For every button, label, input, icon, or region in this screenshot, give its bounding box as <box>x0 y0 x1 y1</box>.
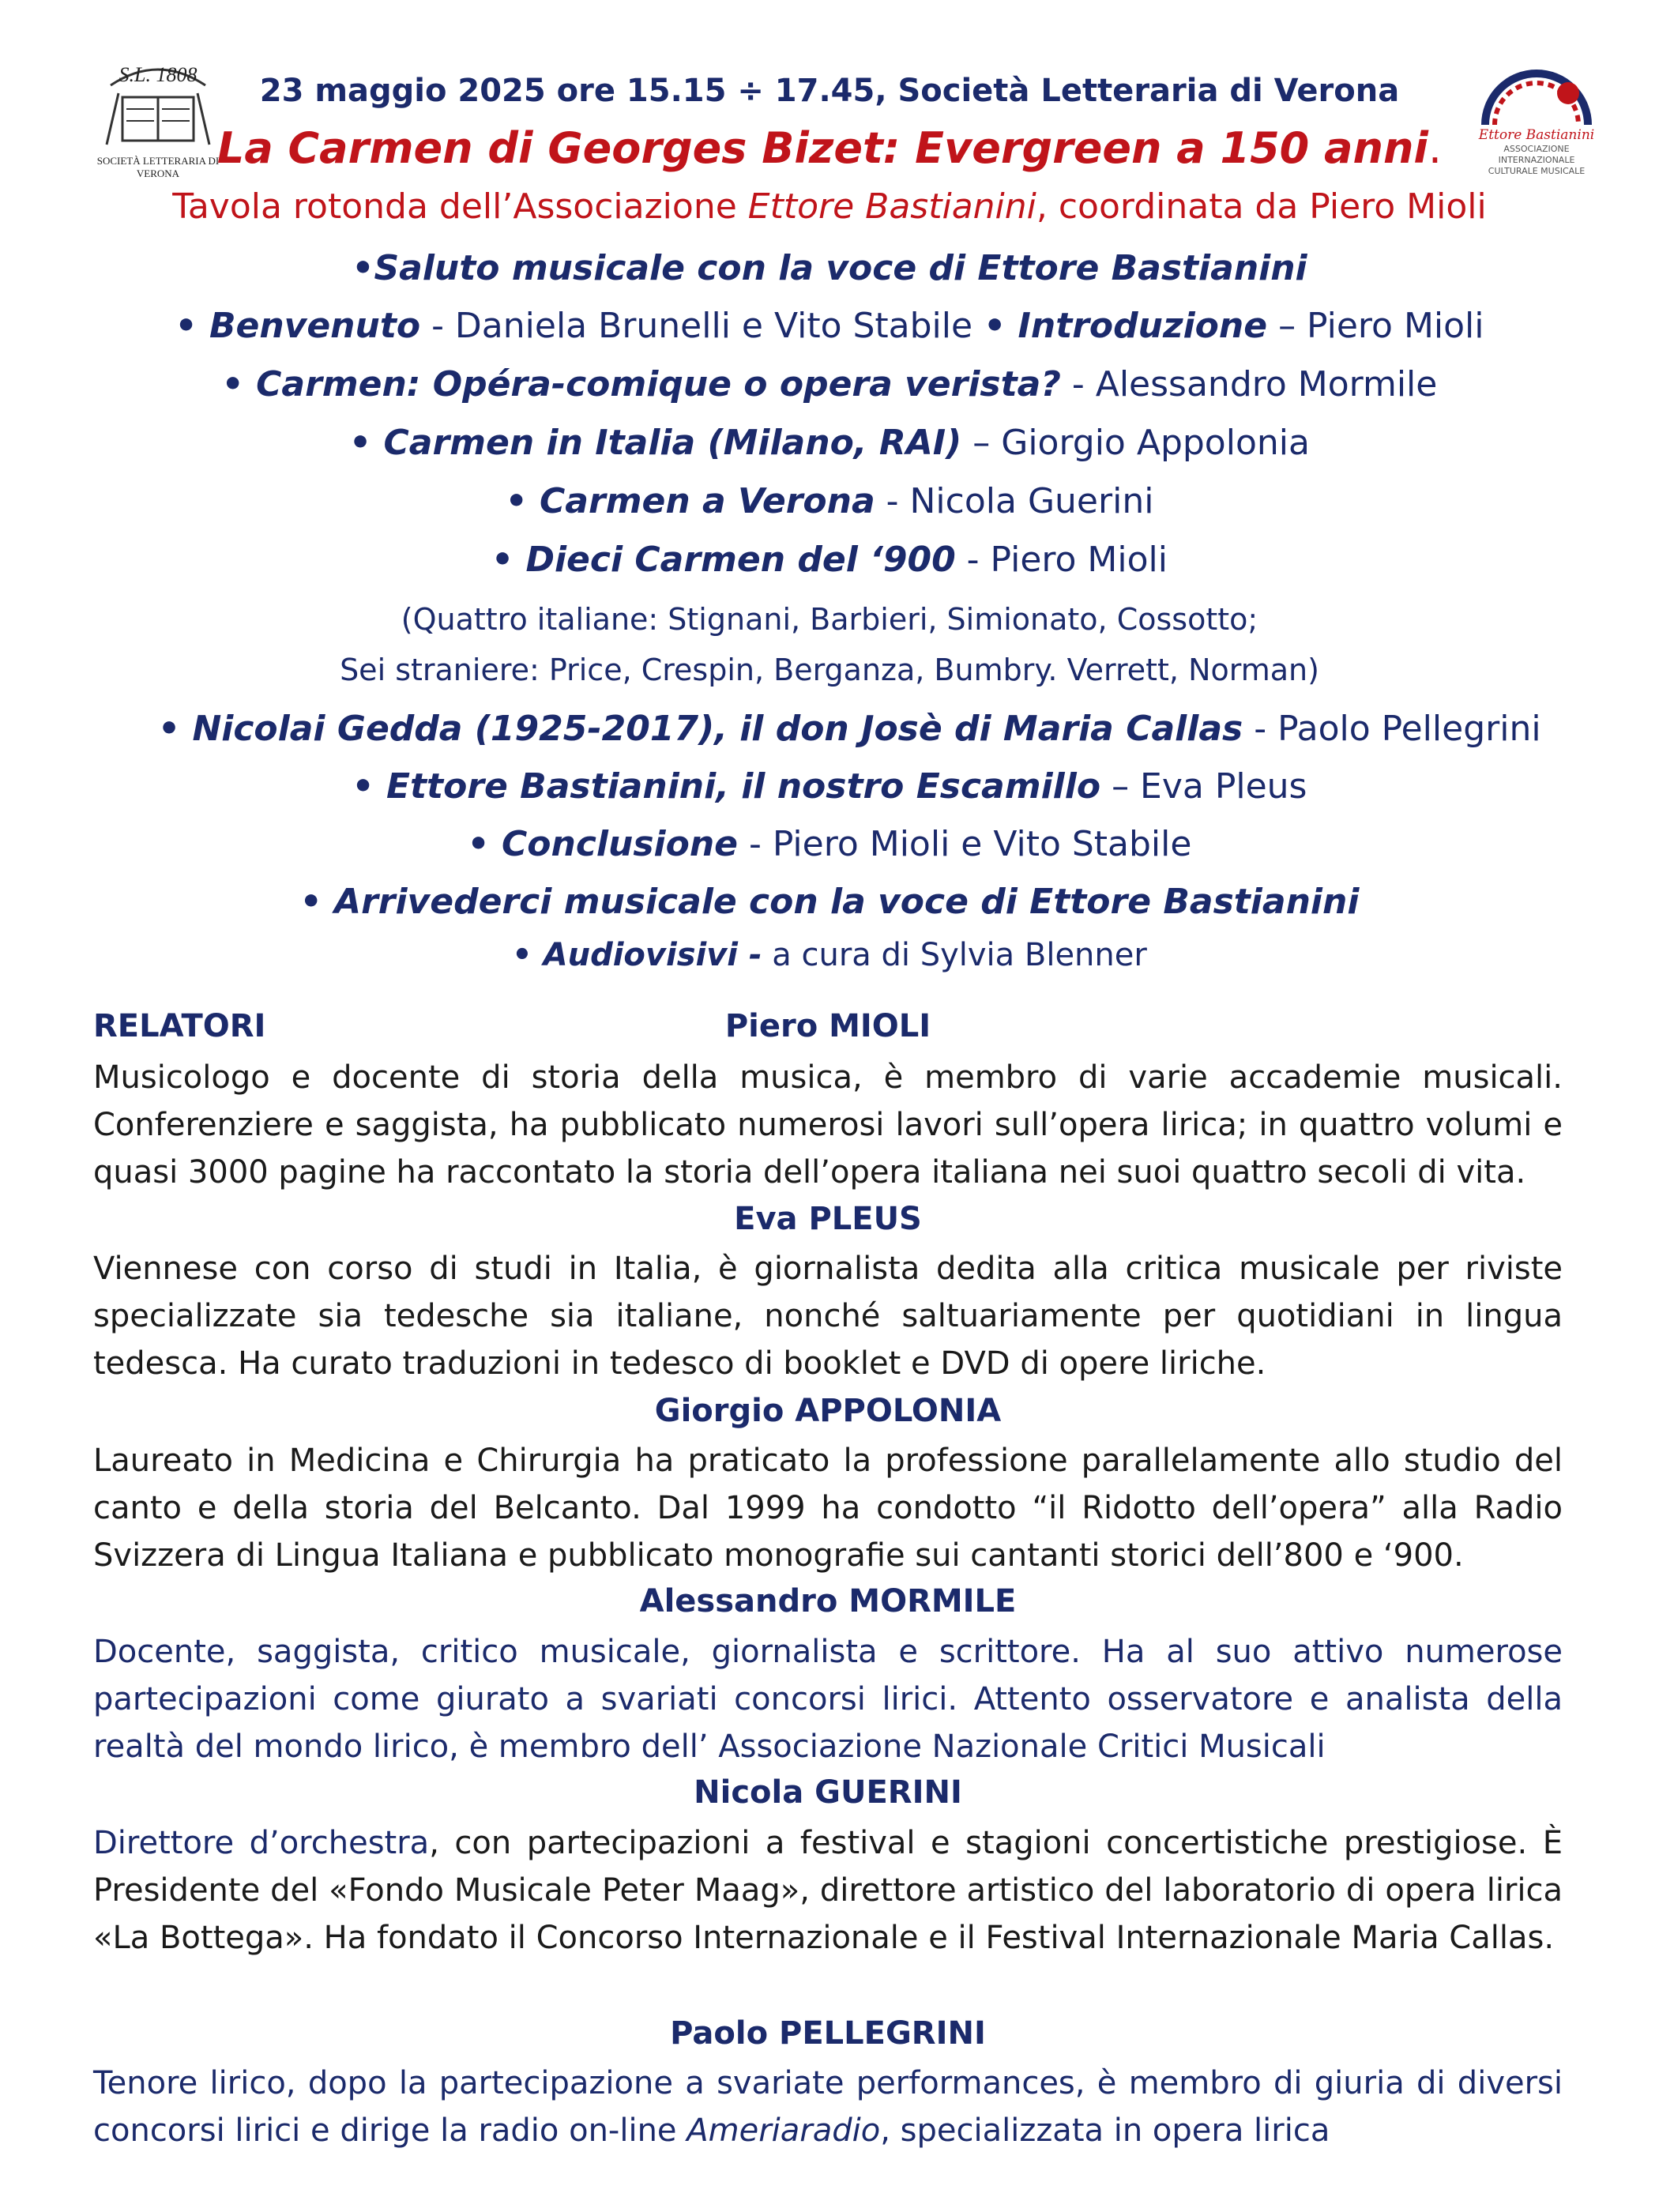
speaker-bio-pleus: Viennese con corso di studi in Italia, è giornalista dedita alla critica musicale per riviste specializzate sia tedesche sia italiane, nonché saltuariamente per quotidiani in lingua tedesca. Ha curato traduzioni in tedesco di booklet e DVD di opere liriche. <box>93 1251 1563 1382</box>
program-item-dieci-carmen: • Dieci Carmen del ‘900 - Piero Mioli <box>491 540 1168 580</box>
program-item-arrivederci: • Arrivederci musicale con la voce di Ettore Bastianini <box>299 882 1360 922</box>
program-item-saluto: •Saluto musicale con la voce di Ettore Bastianini <box>352 248 1307 288</box>
speaker-name-appolonia: Giorgio APPOLONIA <box>654 1393 1002 1429</box>
program-item-opera-comique: • Carmen: Opéra-comique o opera verista? - Alessandro Mormile <box>221 364 1438 404</box>
speaker-bio-appolonia: Laureato in Medicina e Chirurgia ha praticato la professione parallelamente allo studio del canto e della storia del Belcanto. Dal 1999 ha condotto “il Ridotto dell’opera” alla Radio Svizzera di Lingua Italiana e pubblicato monografie sui cantanti storici dell’800 e ‘900. <box>93 1443 1563 1574</box>
speaker-name-pellegrini: Paolo PELLEGRINI <box>670 2015 986 2052</box>
svg-text:Ettore Bastianini: Ettore Bastianini <box>1478 127 1595 143</box>
speaker-bio-mormile: Docente, saggista, critico musicale, giornalista e scrittore. Ha al suo attivo numerose partecipazioni come giurato a svariati concorsi lirici. Attento osservatore e analista della realtà del mondo lirico, è membro dell’ Associazione Nazionale Critici Musicali <box>93 1634 1563 1765</box>
relatori-label: RELATORI <box>93 1008 266 1044</box>
program-note-straniere: Sei straniere: Price, Crespin, Berganza, Bumbry. Verrett, Norman) <box>340 653 1319 687</box>
program-note-italiane: (Quattro italiane: Stignani, Barbieri, Simionato, Cossotto; <box>401 602 1258 637</box>
svg-text:S.L. 1808: S.L. 1808 <box>118 63 198 86</box>
speaker-name-pleus: Eva PLEUS <box>734 1201 922 1237</box>
speaker-bio-guerini: Direttore d’orchestra, con partecipazioni a festival e stagioni concertistiche prestigiose. È Presidente del «Fondo Musicale Peter Maag», direttore artistico del laboratorio di opera lirica «La Bottega». Ha fondato il Concorso Internazionale e il Festival Internazionale Maria Callas. <box>93 1825 1563 1956</box>
event-date-line: 23 maggio 2025 ore 15.15 ÷ 17.45, Società Letteraria di Verona <box>259 73 1400 109</box>
event-title-text: La Carmen di Georges Bizet: Evergreen a 150 anni <box>216 123 1428 173</box>
speaker-name-mormile: Alessandro MORMILE <box>639 1583 1017 1620</box>
event-subtitle: Tavola rotonda dell’Associazione Ettore Bastianini, coordinata da Piero Mioli <box>172 186 1487 227</box>
event-title-dot: . <box>1428 123 1443 173</box>
speaker-name-mioli: Piero MIOLI <box>724 1008 931 1044</box>
speaker-name-guerini: Nicola GUERINI <box>694 1774 962 1811</box>
program-item-carmen-italia: • Carmen in Italia (Milano, RAI) – Giorgio Appolonia <box>349 423 1310 463</box>
program-item-benvenuto: • Benvenuto - Daniela Brunelli e Vito Stabile • Introduzione – Piero Mioli <box>175 306 1484 346</box>
event-title <box>158 123 1501 173</box>
program-item-conclusione: • Conclusione - Piero Mioli e Vito Stabile <box>467 824 1192 864</box>
speaker-bio-mioli: Musicologo e docente di storia della musica, è membro di varie accademie musicali. Conferenziere e saggista, ha pubblicato numerosi lavori sull’opera lirica; in quattro volumi e quasi 3000 pagine ha raccontato la storia dell’opera italiana nei suoi quattro secoli di vita. <box>93 1059 1563 1191</box>
program-item-carmen-verona: • Carmen a Verona - Nicola Guerini <box>505 481 1154 521</box>
program-item-audiovisivi: • Audiovisivi - a cura di Sylvia Blenner <box>512 937 1147 973</box>
program-item-gedda: • Nicolai Gedda (1925-2017), il don Josè di Maria Callas - Paolo Pellegrini <box>158 709 1541 749</box>
left-logo-caption: SOCIETÀ LETTERARIA DI VERONA <box>96 155 220 179</box>
right-logo-caption: ASSOCIAZIONE INTERNAZIONALE CULTURALE MUSICALE <box>1488 144 1586 176</box>
program-item-escamillo: • Ettore Bastianini, il nostro Escamillo – Eva Pleus <box>352 766 1307 807</box>
speaker-bio-pellegrini: Tenore lirico, dopo la partecipazione a svariate performances, è membro di giuria di diversi concorsi lirici e dirige la radio on-line Ameriaradio, specializzata in opera lirica <box>93 2065 1563 2149</box>
